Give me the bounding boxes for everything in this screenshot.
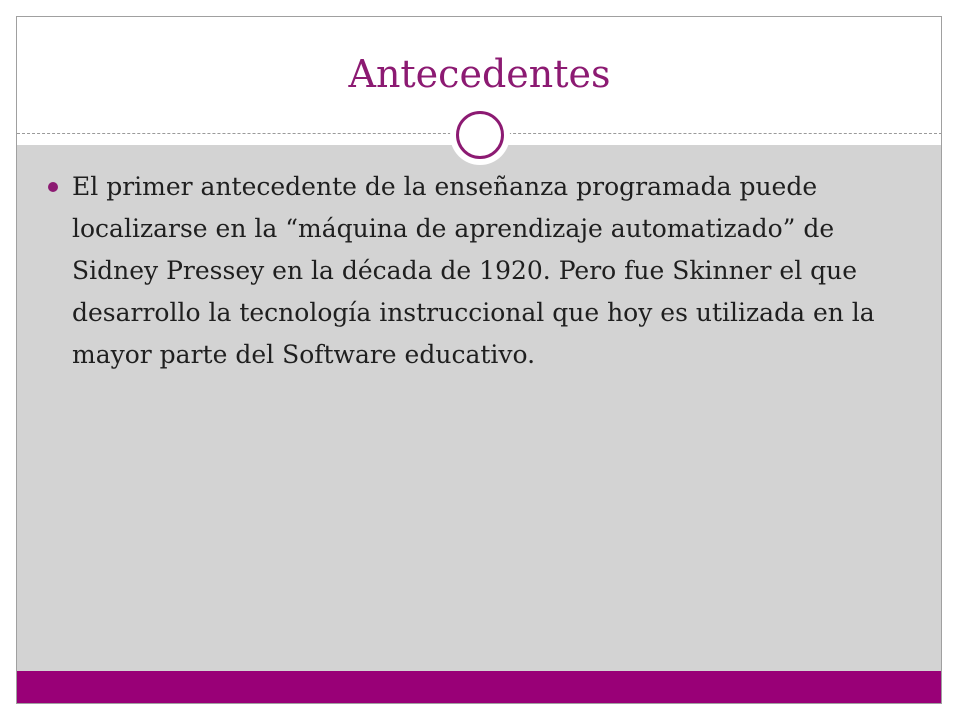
slide-title: Antecedentes	[348, 52, 611, 96]
slide-frame	[16, 16, 942, 704]
bullet-text: El primer antecedente de la enseñanza programada puede localizarse en la “máquina de aprendizaje automatizado” de Sidney Pressey en la década de 1920. Pero fue Skinner el que desarrollo la tecnología instruccional que hoy es utilizada en la mayor parte del Software educativo.	[72, 172, 875, 369]
